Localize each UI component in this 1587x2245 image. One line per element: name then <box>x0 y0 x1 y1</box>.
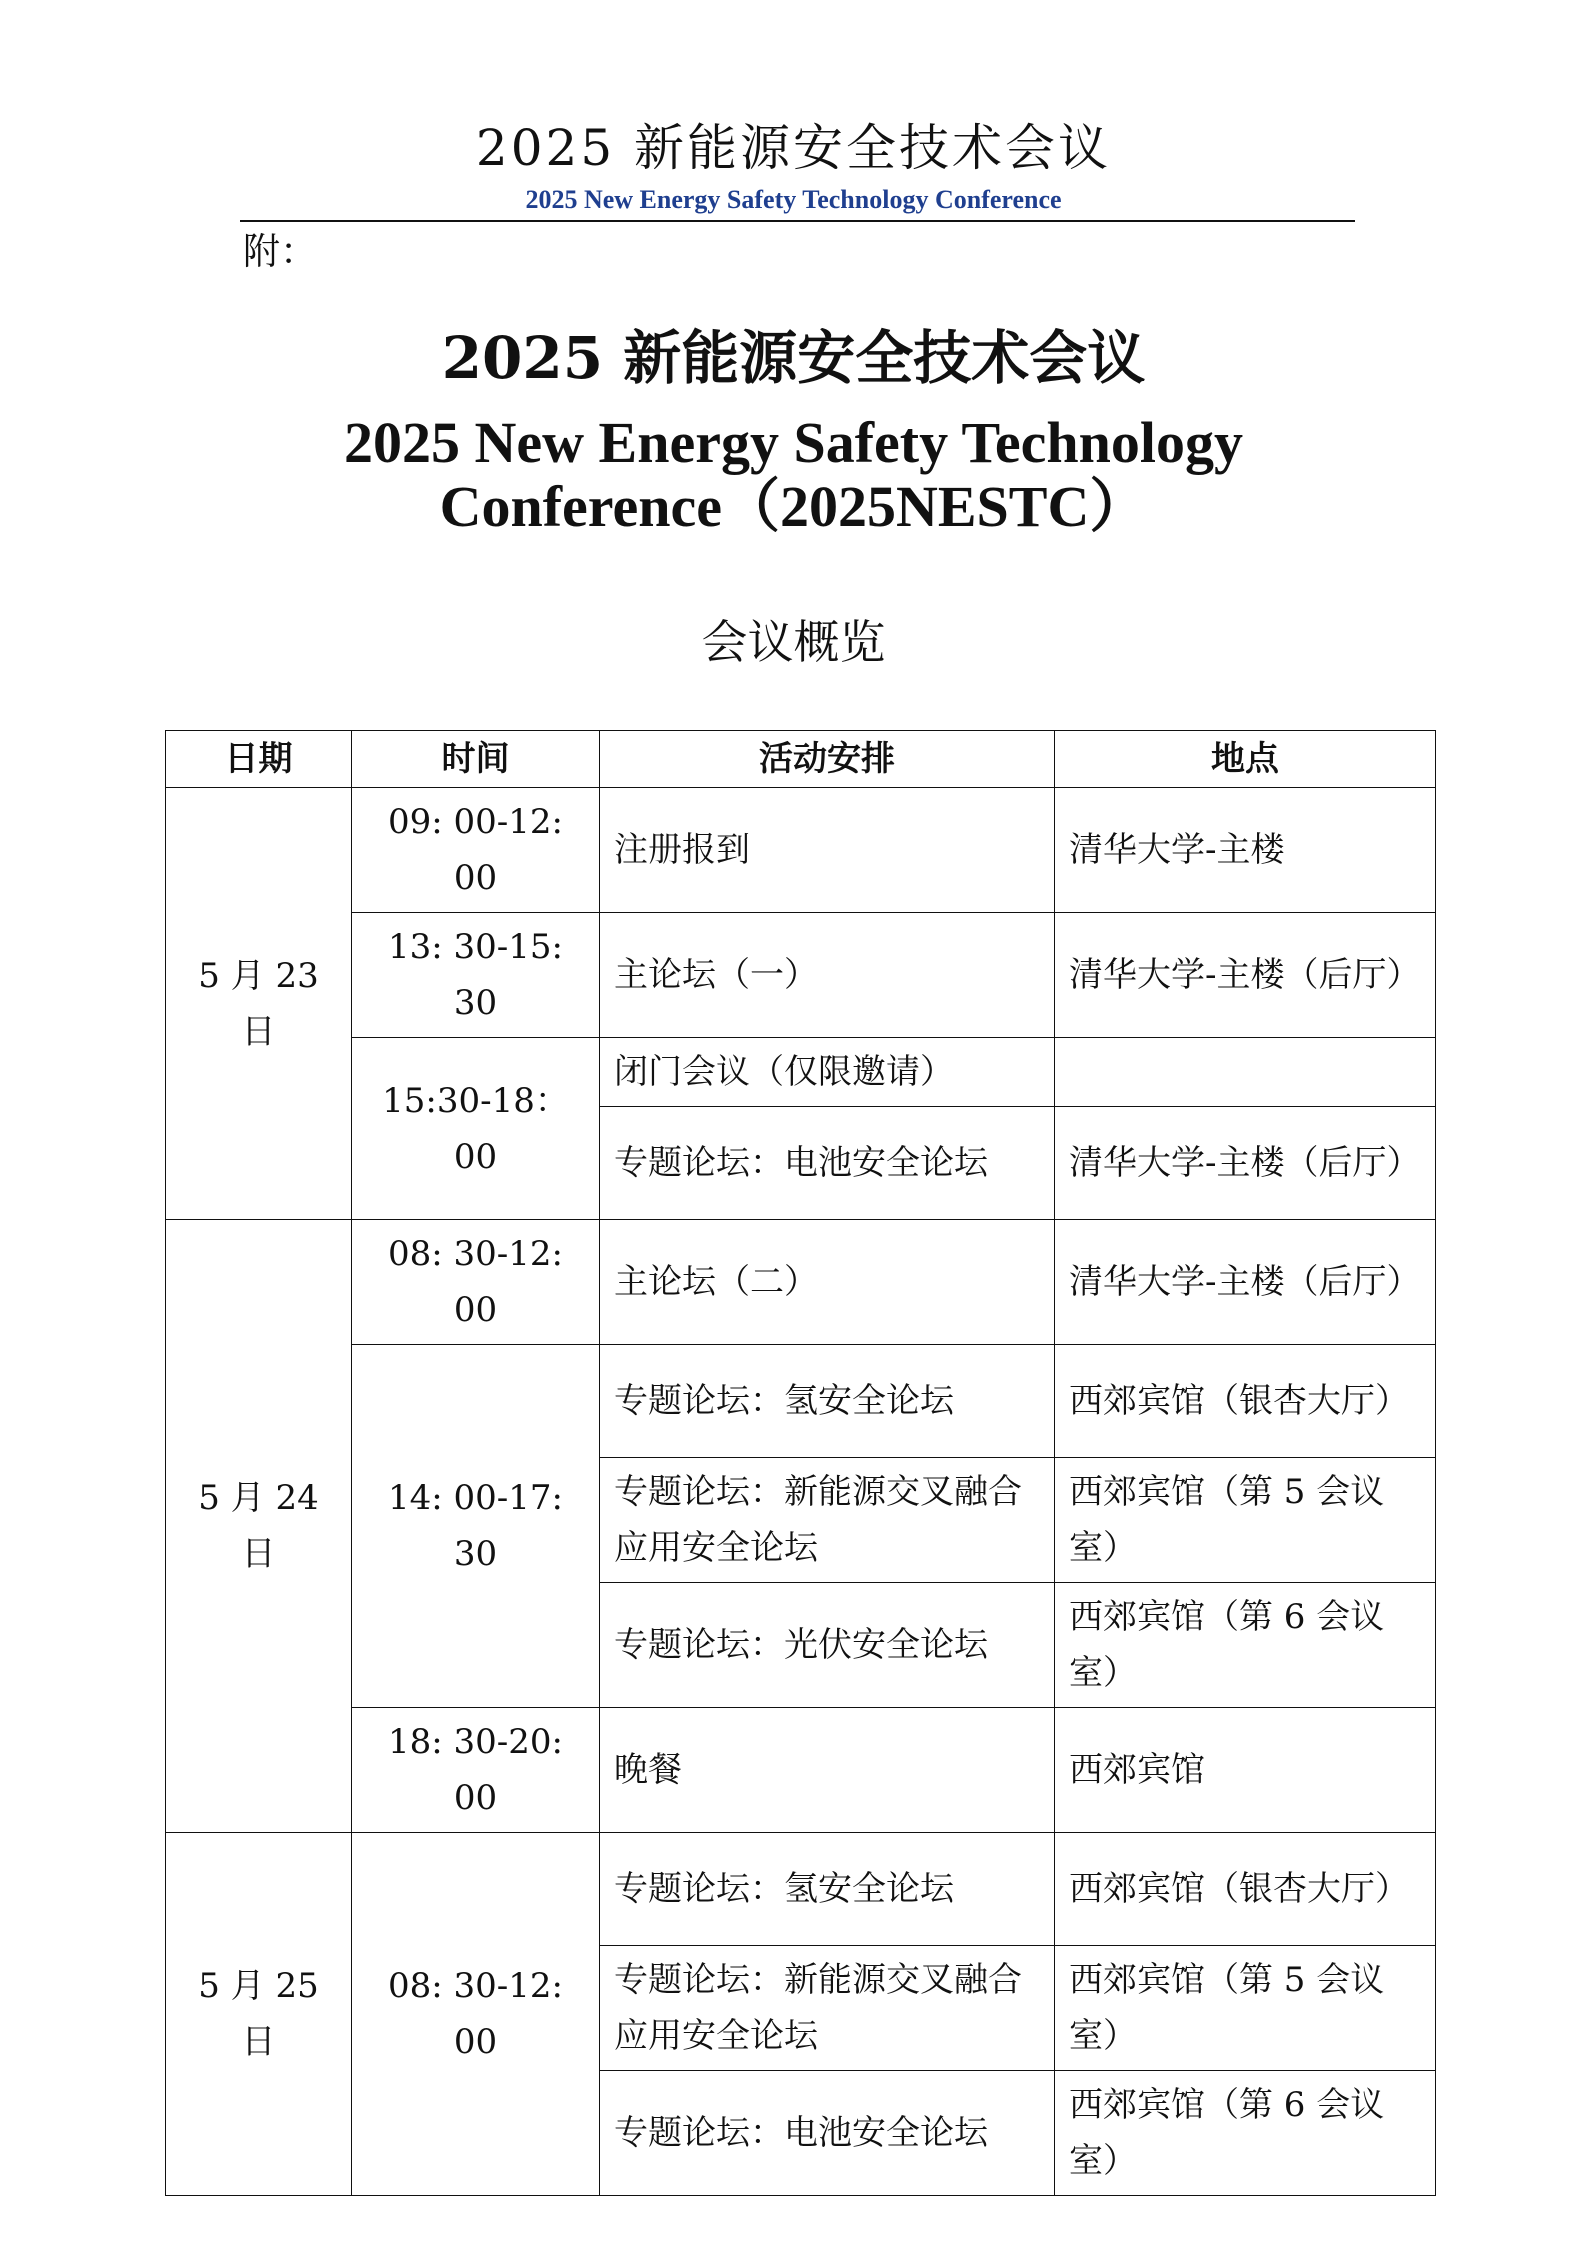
attachment-label: 附： <box>243 230 317 273</box>
activity-cell: 专题论坛：氢安全论坛 <box>600 1833 1055 1946</box>
activity-cell: 专题论坛：电池安全论坛 <box>600 2071 1055 2196</box>
place-cell: 西郊宾馆（银杏大厅） <box>1055 1345 1436 1458</box>
table-row <box>166 788 1436 913</box>
date-cell: 5 月 24 日 <box>166 1220 352 1833</box>
column-header-activity: 活动安排 <box>600 731 1055 788</box>
schedule-table <box>165 730 1436 2196</box>
place-cell <box>1055 1038 1436 1107</box>
time-cell: 15:30-18：00 <box>352 1038 600 1220</box>
activity-cell: 专题论坛：氢安全论坛 <box>600 1345 1055 1458</box>
date-cell: 5 月 25 日 <box>166 1833 352 2196</box>
column-header-date: 日期 <box>166 731 352 788</box>
place-cell: 西郊宾馆（第 6 会议室） <box>1055 1583 1436 1708</box>
time-cell: 08: 30-12: 00 <box>352 1220 600 1345</box>
page-header-cn: 2025 新能源安全技术会议 <box>475 119 1112 177</box>
time-cell: 08: 30-12: 00 <box>352 1833 600 2196</box>
time-cell: 13: 30-15: 30 <box>352 913 600 1038</box>
main-title-en-line2: Conference（2025NESTC） <box>439 474 1148 539</box>
page-header-en: 2025 New Energy Safety Technology Conference <box>525 185 1062 214</box>
place-cell: 西郊宾馆（第 5 会议室） <box>1055 1458 1436 1583</box>
activity-cell: 专题论坛：新能源交叉融合应用安全论坛 <box>600 1458 1055 1583</box>
table-row <box>166 1708 1436 1833</box>
date-cell: 5 月 23 日 <box>166 788 352 1220</box>
time-cell: 09: 00-12: 00 <box>352 788 600 913</box>
main-title-cn: 2025 新能源安全技术会议 <box>441 324 1146 392</box>
section-title: 会议概览 <box>701 615 886 669</box>
column-header-time: 时间 <box>352 731 600 788</box>
place-cell: 清华大学-主楼 <box>1055 788 1436 913</box>
time-cell: 18: 30-20: 00 <box>352 1708 600 1833</box>
activity-cell: 主论坛（一） <box>600 913 1055 1038</box>
table-row <box>166 1038 1436 1107</box>
activity-cell: 闭门会议（仅限邀请） <box>600 1038 1055 1107</box>
place-cell: 西郊宾馆（第 5 会议室） <box>1055 1946 1436 2071</box>
place-cell: 西郊宾馆（银杏大厅） <box>1055 1833 1436 1946</box>
place-cell: 清华大学-主楼（后厅） <box>1055 913 1436 1038</box>
header-rule <box>240 220 1355 222</box>
time-cell: 14: 00-17: 30 <box>352 1345 600 1708</box>
table-row <box>166 1220 1436 1345</box>
table-row <box>166 1833 1436 1946</box>
table-row <box>166 1345 1436 1458</box>
activity-cell: 专题论坛：新能源交叉融合应用安全论坛 <box>600 1946 1055 2071</box>
place-cell: 西郊宾馆 <box>1055 1708 1436 1833</box>
main-title-en-line1: 2025 New Energy Safety Technology <box>344 410 1243 475</box>
table-row <box>166 913 1436 1038</box>
place-cell: 清华大学-主楼（后厅） <box>1055 1220 1436 1345</box>
activity-cell: 主论坛（二） <box>600 1220 1055 1345</box>
activity-cell: 专题论坛：光伏安全论坛 <box>600 1583 1055 1708</box>
table-header-row <box>166 731 1436 788</box>
activity-cell: 注册报到 <box>600 788 1055 913</box>
activity-cell: 晚餐 <box>600 1708 1055 1833</box>
place-cell: 西郊宾馆（第 6 会议室） <box>1055 2071 1436 2196</box>
place-cell: 清华大学-主楼（后厅） <box>1055 1107 1436 1220</box>
activity-cell: 专题论坛：电池安全论坛 <box>600 1107 1055 1220</box>
column-header-place: 地点 <box>1055 731 1436 788</box>
